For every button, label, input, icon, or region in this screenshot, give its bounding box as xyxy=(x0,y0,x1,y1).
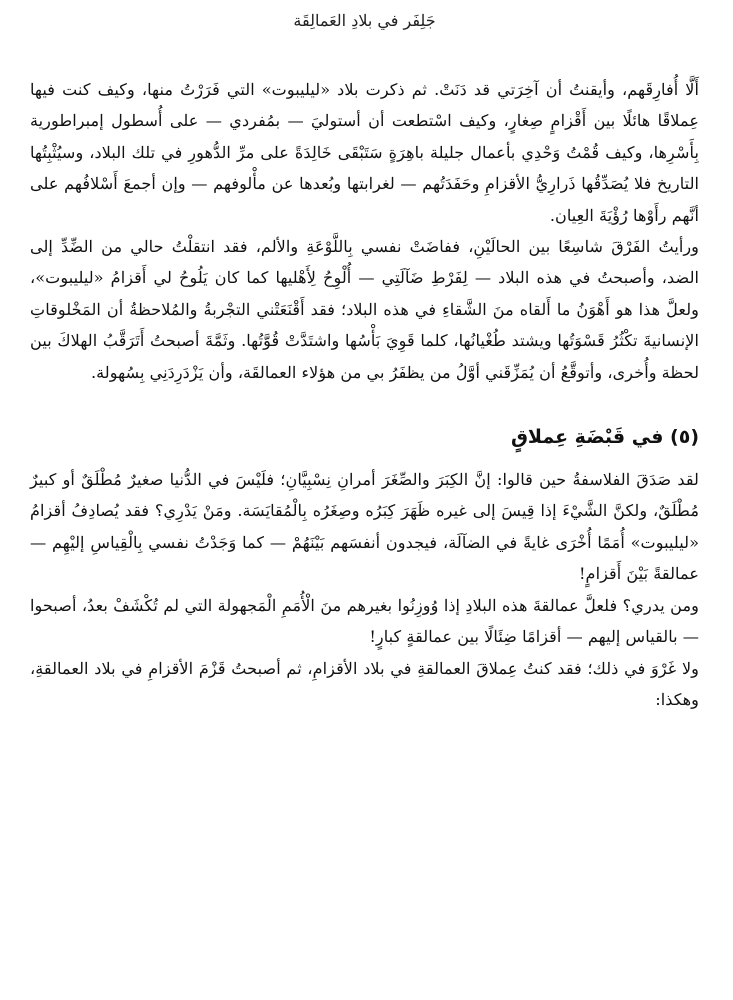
paragraph: ورأيتُ الفَرْقَ شاسِعًا بين الحالَيْنِ، ففاضَتْ نفسي بِاللَّوْعَةِ والألم، فقد انتقلْتُ حالي من الضِّدِّ إلى الضد، وأصبحتُ في هذه البلاد — لِفَرْطِ ضَآلَتِي — أُلْوِحُ لِأَهْليها كما كان يَلُوحُ لي أَقزامُ «ليليبوت»، ولعلَّ هذا هو أَهْوَنُ ما أَلقاه منَ الشَّقاءِ في هذه البلاد؛ فقد أَقْنَعَتْني التجْربةُ والمُلاحظةُ أن المَخْلوقاتِ الإنسانيةَ تكْثُرُ قَسْوَتُها ويشتد طُغْيانُها، كلما قَوِيَ بَأْسُها واشتَدَّتْ قُوَّتُها. وثَمَّةَ أصبحتُ أَتَرَقَّبُ الهلاكَ بين لحظة وأُخرى، وأتوقَّعُ أن يُمَزِّقَني أوَّلُ من يظفَرُ بي من هؤلاء العمالقَة، وأن يَزْدَرِدَنِي بِسُهولة. xyxy=(30,237,699,382)
chapter-heading: (٥) في قَبْضَةِ عِملاقٍ xyxy=(510,426,699,449)
section-1 xyxy=(30,74,699,388)
paragraph: ومن يدري؟ فلعلَّ عمالقةَ هذه البلادِ إذا وُوزِنُوا بغيرهم منَ الْأُمَمِ الْمَجهولة التي لم تُكْشَفْ بعدُ، أصبحوا — بالقياس إليهم — أقزامًا ضِئَالًا بين عمالقةٍ كبارٍ! xyxy=(30,595,699,647)
paragraph: لقد صَدَقَ الفلاسفةُ حين قالوا: إنَّ الكِبَرَ والصِّغَرَ أمرانِ نِسْبِيَّانِ؛ فلَيْسَ في الدُّنيا صغيرٌ مُطْلَقٌ أو كبيرٌ مُطْلَقٌ، ولكنَّ الشَّيْءَ إذا قِيسَ إلى غيره ظَهَرَ كِبَرُه وصِغَرُه بِالْمُقايَسَة. ومَنْ يَدْرِي؟ فقد يُصادِفُ أقزامُ «ليليبوت» أُمَمًا أُخْرَى غايةً في الضآلَة، فيجدون أنفسَهم بَيْنَهُمْ — كما وَجَدْتُ نفسي بِالْقِياسِ إليْهِم — عمالقةً بَيْنَ أَقزامٍ! xyxy=(30,470,699,584)
running-header: جَلِفَر في بلادِ العَمالِقَة xyxy=(293,11,436,30)
section-2 xyxy=(30,464,699,715)
paragraph: أَلَّا أُفارِقَهم، وأيقنتُ أن آخِرَتي قد دَنَتْ. ثم ذكرت بلاد «ليليبوت» التي فَرَرْتُ منها، وكيف كنت فيها عِملاقًا هائلًا بين أَقْزامٍ صِغارٍ، وكيف اسْتطعت أن أستوليَ — بمُفردي — على أُسطول إمبراطورية بِأَسْرِها، وكيف قُمْتُ وَحْدِي بأعمال جليلة باهِرَةٍ سَتَبْقَى خَالِدَةً على مرِّ الدُّهورِ في تلك البلاد، وسيُثْبِتُها التاريخ فلا يُصَدِّقُها ذَرارِيُّ الأقزامِ وحَفَدَتُهم — لغرابتها وبُعدها عن مأْلوفهم — وإن أجمعَ أَسْلافُهم على أنَّهم رأَوْها رُؤْيَةَ العِيان. xyxy=(30,80,699,225)
paragraph: ولا غَرْوَ في ذلك؛ فقد كنتُ عِملاقَ العمالقةِ في بلاد الأقزامِ، ثم أصبحتُ قَزْمَ الأقزامِ في بلاد العمالقةِ، وهكذا: xyxy=(30,658,699,709)
